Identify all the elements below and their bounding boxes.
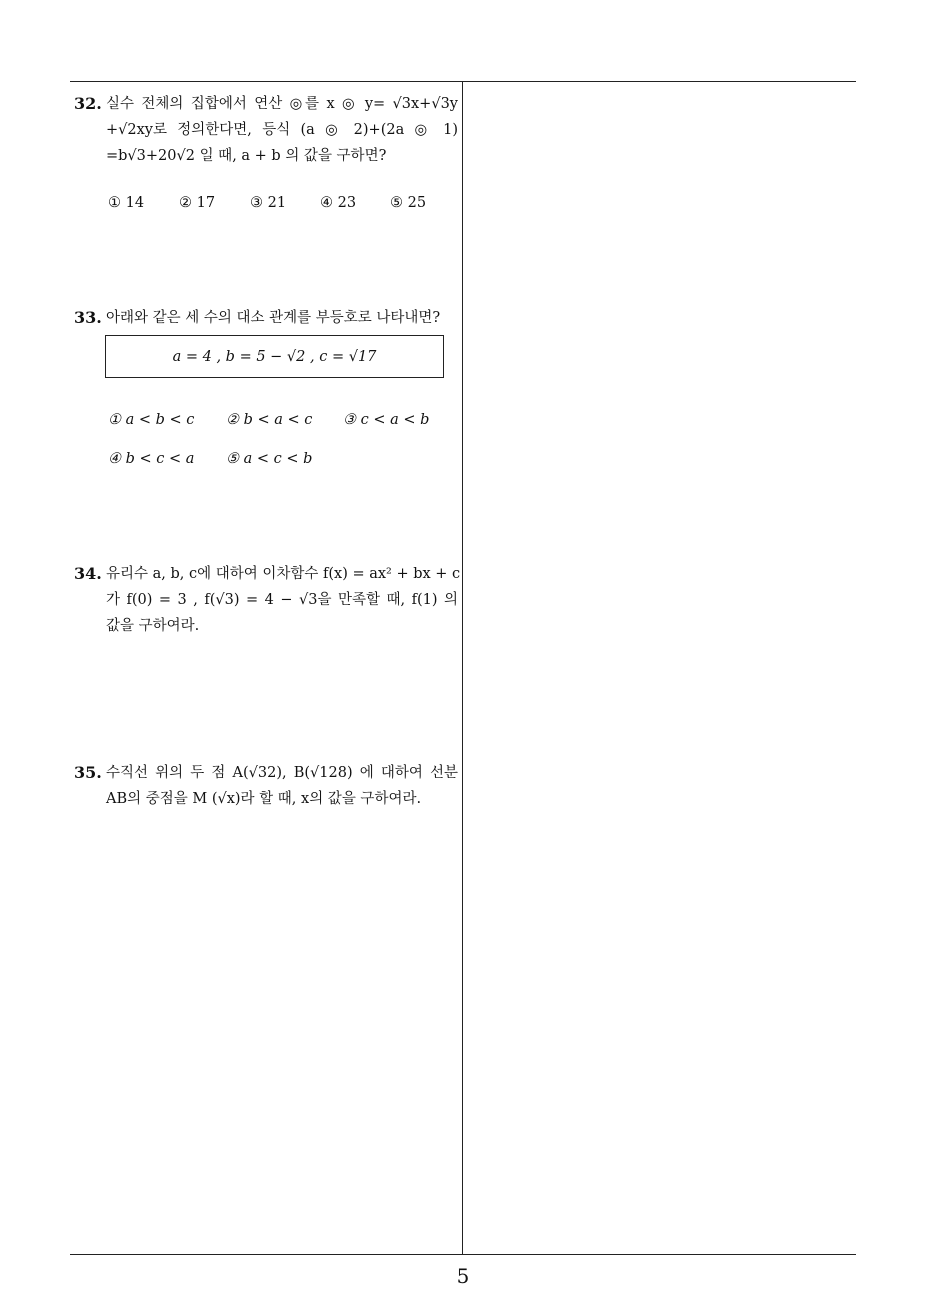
question-number: 35. xyxy=(74,763,102,782)
question-33 xyxy=(74,305,458,331)
given-values: a = 4 , b = 5 − √2 , c = √17 xyxy=(172,348,377,365)
question-32 xyxy=(74,91,458,169)
choice-4[interactable]: ④ b < c < a xyxy=(108,451,195,467)
choice-2[interactable]: ② 17 xyxy=(179,195,216,211)
question-text-line: 값을 구하여라. xyxy=(106,618,200,634)
bottom-rule xyxy=(70,1254,856,1255)
choice-1[interactable]: ① 14 xyxy=(108,195,145,211)
question-number: 33. xyxy=(74,308,102,327)
question-35 xyxy=(74,760,458,812)
choice-3[interactable]: ③ 21 xyxy=(250,195,287,211)
given-values-box xyxy=(105,335,444,378)
question-number: 32. xyxy=(74,94,102,113)
choice-4[interactable]: ④ 23 xyxy=(320,195,357,211)
question-text-line: =b√3+20√2 일 때, a + b 의 값을 구하면? xyxy=(106,148,387,164)
choice-3[interactable]: ③ c < a < b xyxy=(343,412,430,428)
question-text-line: AB의 중점을 M (√x)라 할 때, x의 값을 구하여라. xyxy=(106,791,422,807)
question-text-line: 수직선 위의 두 점 A(√32), B(√128) 에 대하여 선분 xyxy=(106,765,458,781)
choice-5[interactable]: ⑤ 25 xyxy=(390,195,427,211)
column-divider xyxy=(462,82,463,1254)
question-text-line: 아래와 같은 세 수의 대소 관계를 부등호로 나타내면? xyxy=(106,310,441,326)
choice-5[interactable]: ⑤ a < c < b xyxy=(226,451,313,467)
question-text-line: 실수 전체의 집합에서 연산 ◎를 x ◎ y= √3x+√3y xyxy=(106,96,458,112)
question-text-line: 가 f(0) = 3 , f(√3) = 4 − √3을 만족할 때, f(1) 의 xyxy=(106,592,458,608)
question-text-line: 유리수 a, b, c에 대하여 이차함수 f(x) = ax² + bx + c xyxy=(106,566,461,582)
page-number: 5 xyxy=(456,1264,470,1288)
question-number: 34. xyxy=(74,564,102,583)
choice-2[interactable]: ② b < a < c xyxy=(226,412,313,428)
question-34 xyxy=(74,561,461,639)
top-rule xyxy=(70,81,856,82)
choice-1[interactable]: ① a < b < c xyxy=(108,412,195,428)
question-text-line: +√2xy로 정의한다면, 등식 (a ◎ 2)+(2a ◎ 1) xyxy=(106,122,458,138)
